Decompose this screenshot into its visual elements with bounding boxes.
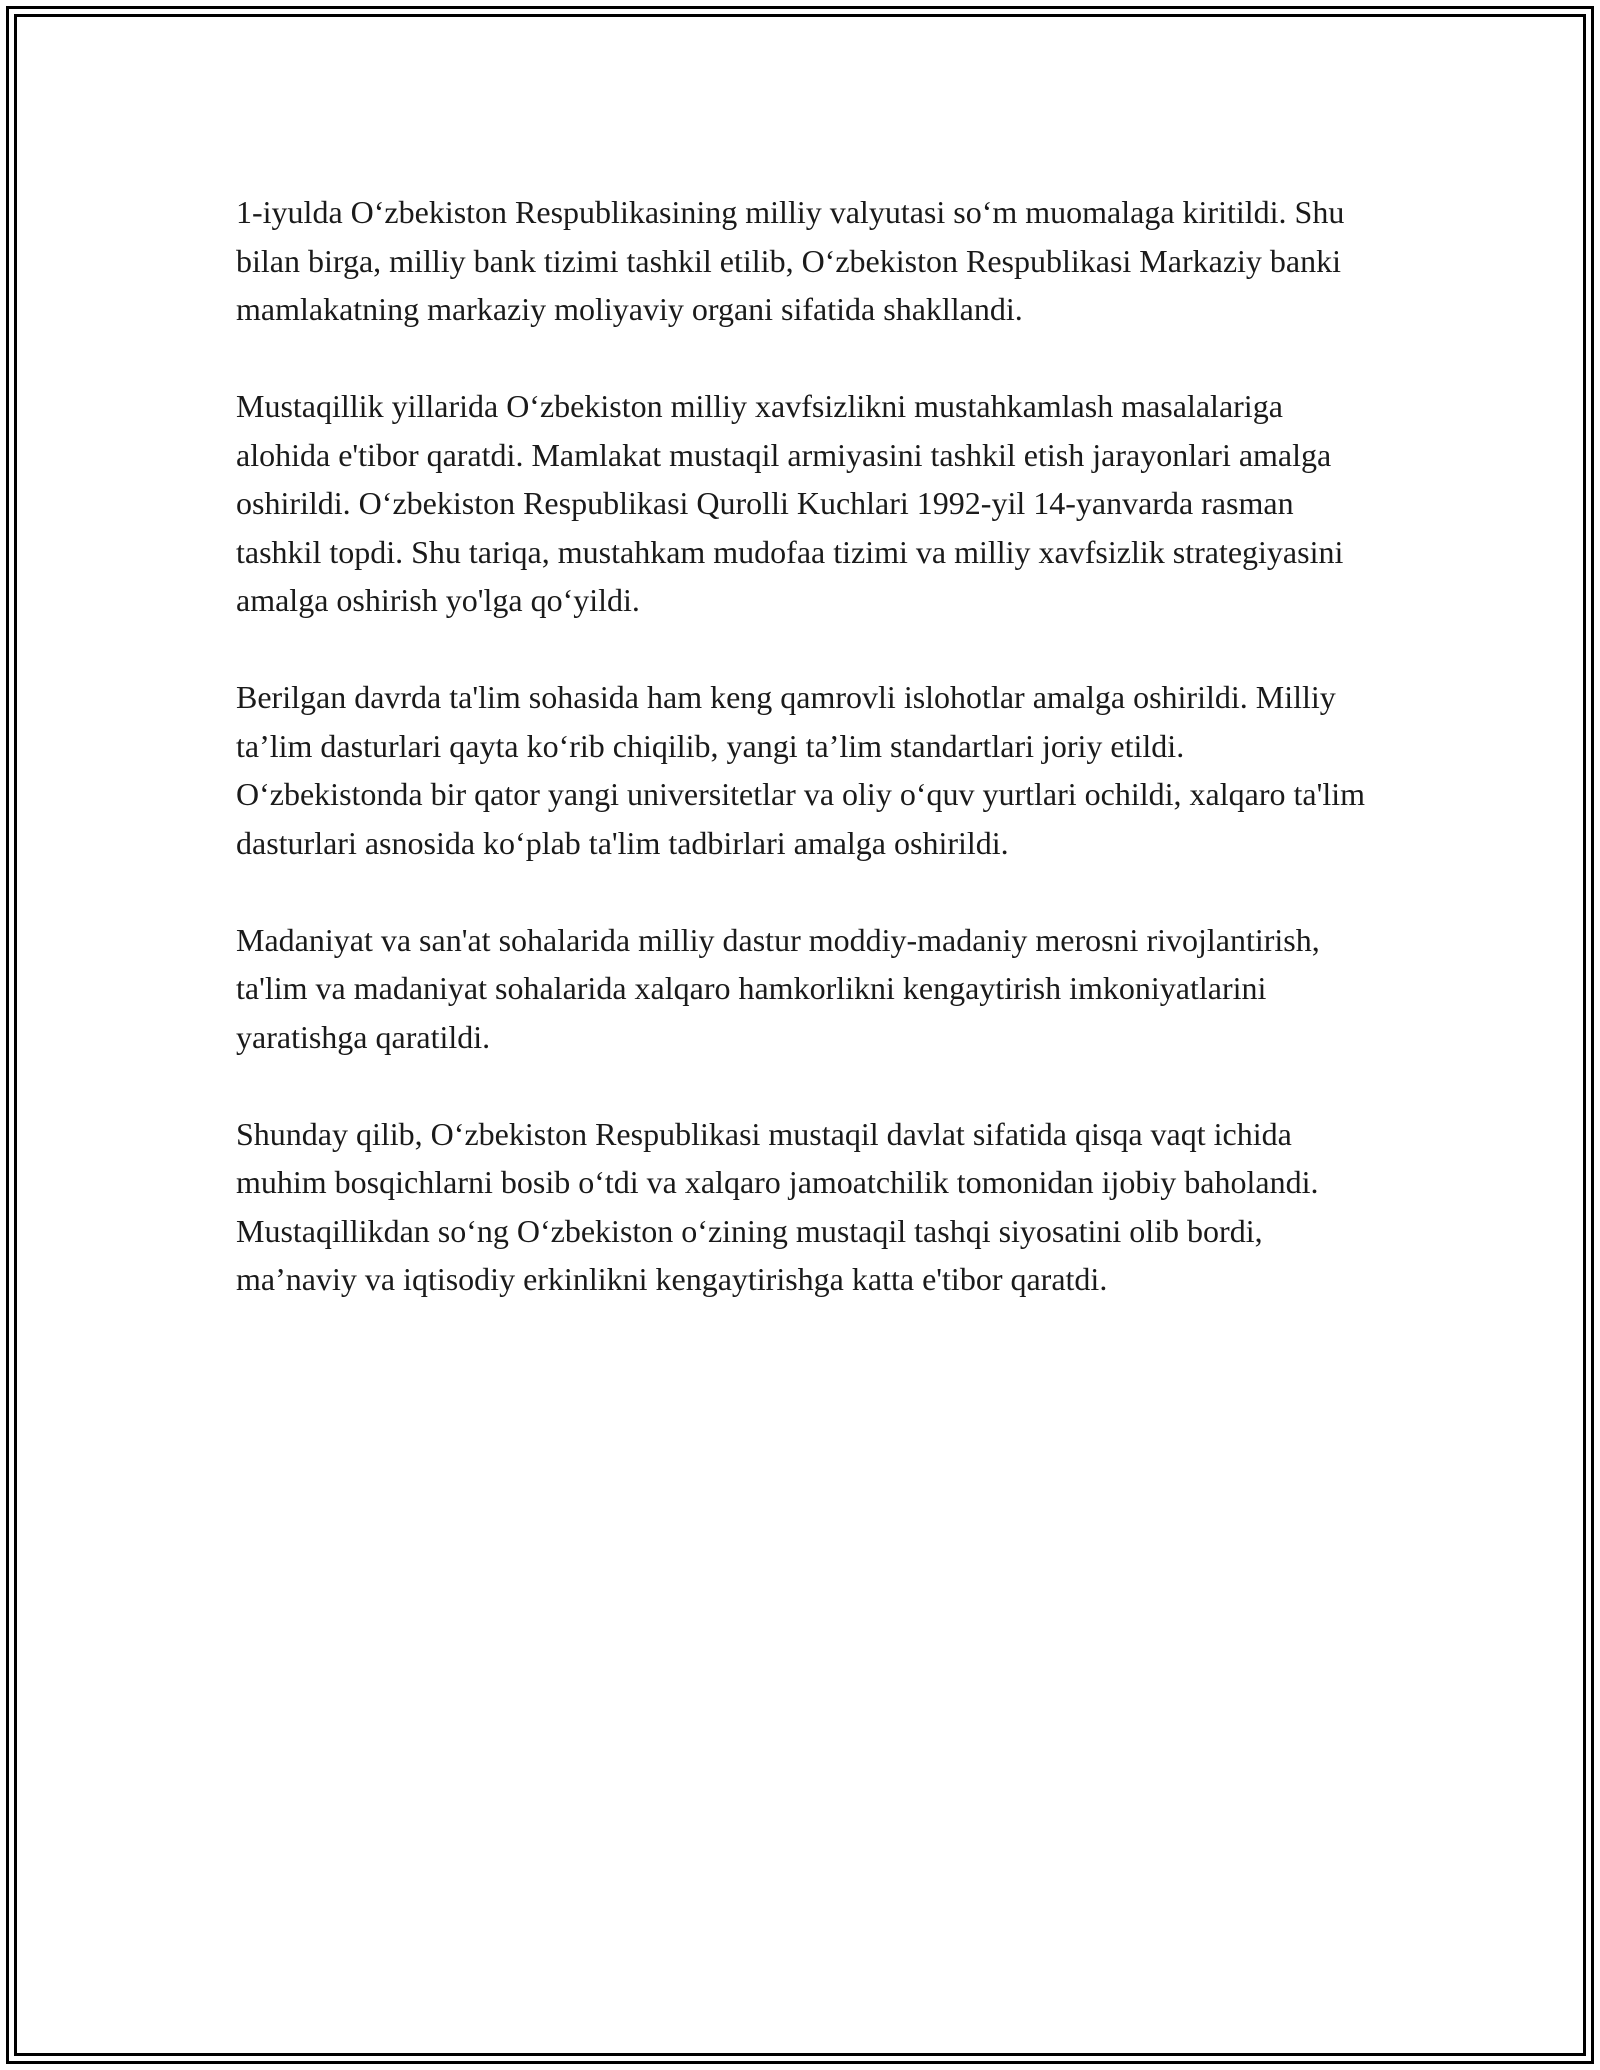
paragraph-currency: 1-iyulda O‘zbekiston Respublikasining milliy valyutasi so‘m muomalaga kiritildi. Shu bilan birga, milliy bank tizimi tashkil etilib, O‘zbekiston Respublikasi Markaziy banki mamlakatning markaziy moliyaviy organi sifatida shakllandi. <box>236 194 1345 327</box>
document-body <box>236 188 1366 1304</box>
paragraph-conclusion: Shunday qilib, O‘zbekiston Respublikasi mustaqil davlat sifatida qisqa vaqt ichida muhim bosqichlarni bosib o‘tdi va xalqaro jamoatchilik tomonidan ijobiy baholandi. Mustaqillikdan so‘ng O‘zbekiston o‘zining mustaqil tashqi siyosatini olib bordi, ma’naviy va iqtisodiy erkinlikni kengaytirishga katta e'tibor qaratdi. <box>236 1115 1319 1297</box>
paragraph-culture: Madaniyat va san'at sohalarida milliy dastur moddiy-madaniy merosni rivojlantirish, ta'lim va madaniyat sohalarida xalqaro hamkorlikni kengaytirish imkoniyatlarini yaratishga qaratildi. <box>236 921 1320 1055</box>
paragraph-security: Mustaqillik yillarida O‘zbekiston milliy xavfsizlikni mustahkamlash masalalariga alohida e'tibor qaratdi. Mamlakat mustaqil armiyasini tashkil etish jarayonlari amalga oshirildi. O‘zbekiston Respublikasi Qurolli Kuchlari 1992-yil 14-yanvarda rasman tashkil topdi. Shu tariqa, mustahkam mudofaa tizimi va milliy xavfsizlik strategiyasini amalga oshirish yo'lga qo‘yildi. <box>236 388 1344 618</box>
paragraph-education: Berilgan davrda ta'lim sohasida ham keng qamrovli islohotlar amalga oshirildi. Milliy ta’lim dasturlari qayta ko‘rib chiqilib, yangi ta’lim standartlari joriy etildi. O‘zbekistonda bir qator yangi universitetlar va oliy o‘quv yurtlari ochildi, xalqaro ta'lim dasturlari asnosida ko‘plab ta'lim tadbirlari amalga oshirildi. <box>236 679 1366 861</box>
